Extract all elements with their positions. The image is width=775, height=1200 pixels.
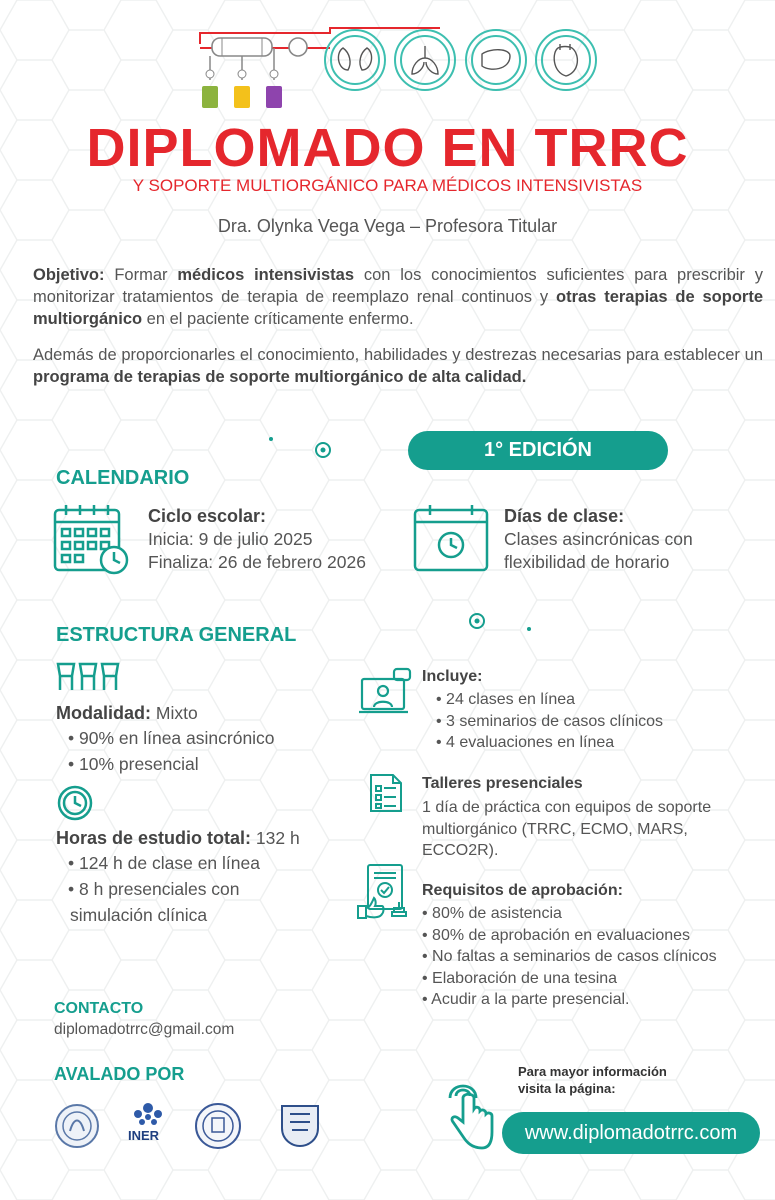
workshops-line1: 1 día de práctica con equipos de soporte — [422, 799, 712, 816]
requirements-list — [422, 903, 717, 1011]
touch-hand-icon — [444, 1082, 496, 1154]
schedule-calendar-icon — [412, 502, 490, 574]
modality-list — [68, 727, 275, 776]
class-days-line2: flexibilidad de horario — [504, 552, 670, 572]
list-item: • No faltas a seminarios de casos clínicos — [422, 946, 717, 968]
workshops-line2: multiorgánico (TRRC, ECMO, MARS, — [422, 821, 688, 838]
iner-logo-text: INER — [128, 1128, 160, 1143]
list-item: • 10% presencial — [68, 753, 275, 776]
calendar-heading: CALENDARIO — [56, 467, 190, 489]
contact-email[interactable]: diplomadotrrc@gmail.com — [54, 1021, 235, 1038]
list-item: • 80% de aprobación en evaluaciones — [422, 925, 717, 947]
list-item: • 4 evaluaciones en línea — [436, 732, 663, 754]
additional-paragraph: Además de proporcionarles el conocimiento, habilidades y destrezas necesarias para establecer un programa de terapias de soporte multiorgánico de alta calidad. — [33, 346, 763, 386]
classroom-seats-icon — [54, 658, 122, 692]
iner-logo — [126, 1100, 170, 1130]
objective-label: Objetivo: — [33, 266, 105, 284]
checklist-icon — [368, 772, 404, 814]
list-item: • 3 seminarios de casos clínicos — [436, 711, 663, 733]
website-link-button[interactable]: www.diplomadotrrc.com — [502, 1112, 760, 1154]
list-item: • Acudir a la parte presencial. — [422, 989, 717, 1011]
calendar-icon — [52, 502, 132, 578]
requirements-label: Requisitos de aprobación: — [422, 882, 623, 899]
page-subtitle: Y SOPORTE MULTIORGÁNICO PARA MÉDICOS INTENSIVISTAS — [132, 176, 643, 195]
class-days-label: Días de clase: — [504, 506, 625, 526]
edition-badge: 1° EDICIÓN — [408, 431, 668, 470]
includes-label: Incluye: — [422, 668, 483, 685]
hours-line: Horas de estudio total: 132 h — [56, 828, 300, 848]
hours-list — [68, 852, 260, 901]
contact-heading: CONTACTO — [54, 1000, 144, 1017]
decorative-dot-icon — [268, 436, 274, 442]
cycle-end: Finaliza: 26 de febrero 2026 — [148, 552, 366, 572]
page-title: DIPLOMADO EN TRRC — [86, 118, 689, 178]
decorative-dot-icon — [526, 626, 532, 632]
unam-logo — [278, 1102, 322, 1148]
cycle-label: Ciclo escolar: — [148, 506, 267, 526]
workshops-label: Talleres presenciales — [422, 775, 583, 792]
university-seal-logo — [194, 1102, 242, 1150]
list-item: • 24 clases en línea — [436, 689, 663, 711]
society-seal-logo — [54, 1103, 100, 1149]
hours-continuation: simulación clínica — [70, 905, 208, 925]
list-item: • 80% de asistencia — [422, 903, 717, 925]
cycle-start: Inicia: 9 de julio 2025 — [148, 529, 313, 549]
clock-icon — [56, 784, 94, 822]
more-info-text: Para mayor información visita la página: — [518, 1064, 667, 1096]
decorative-dot-icon — [314, 441, 332, 459]
includes-list — [436, 689, 663, 754]
professor-line: Dra. Olynka Vega Vega – Profesora Titular — [217, 216, 558, 236]
decorative-dot-icon — [468, 612, 486, 630]
list-item: • Elaboración de una tesina — [422, 968, 717, 990]
list-item: • 8 h presenciales con — [68, 878, 260, 901]
modality-line: Modalidad: Mixto — [56, 703, 198, 723]
structure-heading: ESTRUCTURA GENERAL — [56, 624, 297, 646]
workshops-line3: ECCO2R). — [422, 842, 499, 859]
list-item: • 90% en línea asincrónico — [68, 727, 275, 750]
objective-paragraph: Objetivo: Formar médicos intensivistas con los conocimientos suficientes para prescribir y monitorizar tratamientos de terapia de reemplazo renal continuos y otras terapias de soporte multiorgánico en el paciente críticamente enfermo. — [33, 266, 764, 328]
endorsed-heading: AVALADO POR — [54, 1064, 185, 1084]
online-class-icon — [358, 667, 414, 717]
approval-document-icon — [356, 862, 412, 920]
list-item: • 124 h de clase en línea — [68, 852, 260, 875]
class-days-line1: Clases asincrónicas con — [504, 529, 693, 549]
header-illustration — [180, 18, 610, 118]
